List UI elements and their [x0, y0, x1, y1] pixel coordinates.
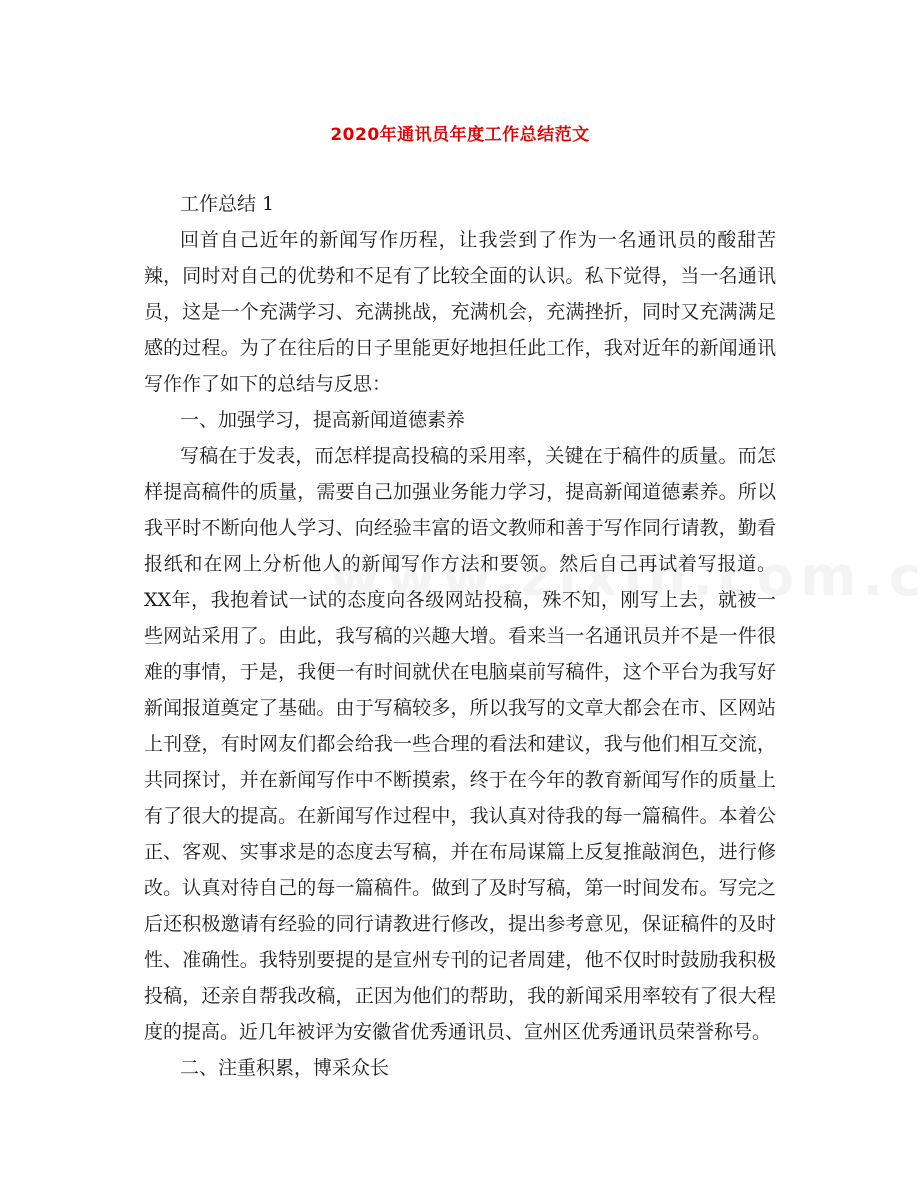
paragraph-1: 写稿在于发表，而怎样提高投稿的采用率，关键在于稿件的质量。而怎样提高稿件的质量，需要自己加强业务能力学习，提高新闻道德素养。所以我平时不断向他人学习、向经验丰富的语文教师和善于写作同行请教，勤看报纸和在网上分析他人的新闻写作方法和要领。然后自己再试着写报道。XX年，我抱着试一试的态度向各级网站投稿，殊不知，刚写上去，就被一些网站采用了。由此，我写稿的兴趣大增。看来当一名通讯员并不是一件很难的事情，于是，我便一有时间就伏在电脑桌前写稿件，这个平台为我写好新闻报道奠定了基础。由于写稿较多，所以我写的文章大都会在市、区网站上刊登，有时网友们都会给我一些合理的看法和建议，我与他们相互交流，共同探讨，并在新闻写作中不断摸索，终于在今年的教育新闻写作的质量上有了很大的提高。在新闻写作过程中，我认真对待我的每一篇稿件。本着公正、客观、实事求是的态度去写稿，并在布局谋篇上反复推敲润色，进行修改。认真对待自己的每一篇稿件。做到了及时写稿，第一时间发布。写完之后还积极邀请有经验的同行请教进行修改，提出参考意见，保证稿件的及时性、准确性。我特别要提的是宣州专刊的记者周建，他不仅时时鼓励我积极投稿，还亲自帮我改稿，正因为他们的帮助，我的新闻采用率较有了很大程度的提高。近几年被评为安徽省优秀通讯员、宣州区优秀通讯员荣誉称号。: [144, 445, 776, 1043]
intro-paragraph: 回首自己近年的新闻写作历程，让我尝到了作为一名通讯员的酸甜苦辣，同时对自己的优势和不足有了比较全面的认识。私下觉得，当一名通讯员，这是一个充满学习、充满挑战，充满机会，充满挫折，同时又充满满足感的过程。为了在往后的日子里能更好地担任此工作，我对近年的新闻通讯写作作了如下的总结与反思：: [144, 229, 776, 395]
document-body: [144, 186, 776, 1086]
heading-1: 一、加强学习，提高新闻道德素养: [180, 409, 466, 431]
document-title: 2020年通讯员年度工作总结范文: [330, 125, 590, 145]
heading-2: 二、注重积累，博采众长: [180, 1057, 390, 1079]
section-label: 工作总结 1: [180, 193, 275, 215]
